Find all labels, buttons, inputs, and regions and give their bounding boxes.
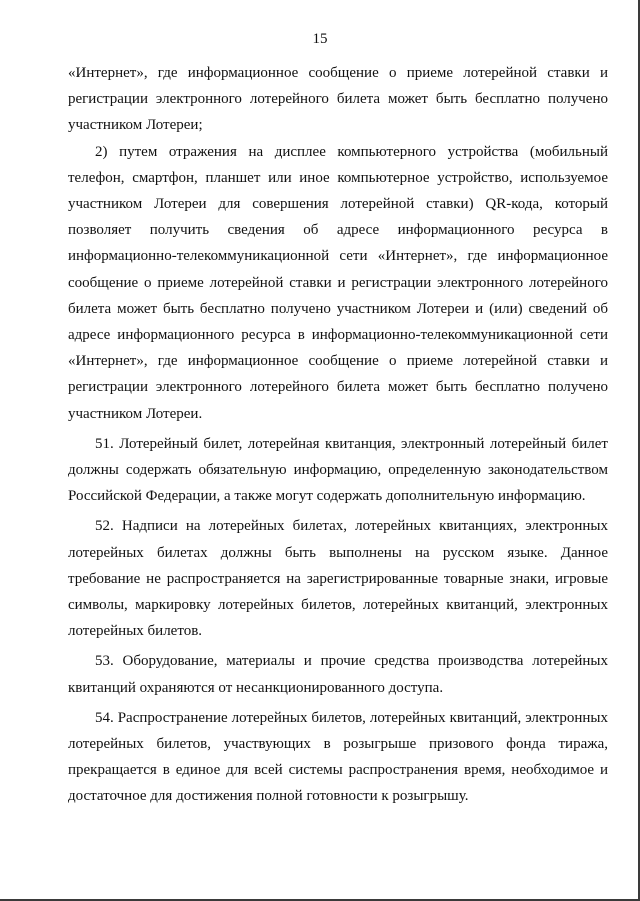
- document-body: [68, 60, 608, 810]
- page-number: 15: [312, 31, 328, 47]
- paragraph-item-2: 2) путем отражения на дисплее компьютерного устройства (мобильный телефон, смартфон, планшет или иное компьютерное устройство, используемое участником Лотереи для совершения лотерейной ставки) QR-кода, который позволяет получить сведения об адресе информационного ресурса в информационно-телекоммуникационной сети «Интернет», где информационное сообщение о приеме лотерейной ставки и регистрации электронного лотерейного билета может быть бесплатно получено участником Лотереи и (или) сведений об адресе информационного ресурса в информационно-телекоммуникационной сети «Интернет», где информационное сообщение о приеме лотерейной ставки и регистрации электронного лотерейного билета может быть бесплатно получено участником Лотереи.: [68, 143, 608, 422]
- paragraph-51: 51. Лотерейный билет, лотерейная квитанция, электронный лотерейный билет должны содержать обязательную информацию, определенную законодательством Российской Федерации, а также могут содержать дополнительную информацию.: [68, 435, 608, 505]
- paragraph-54: 54. Распространение лотерейных билетов, лотерейных квитанций, электронных лотерейных билетов, участвующих в розыгрыше призового фонда тиража, прекращается в единое для всей системы распространения время, необходимое и достаточное для достижения полной готовности к розыгрышу.: [68, 709, 608, 805]
- paragraph-continuation: «Интернет», где информационное сообщение о приеме лотерейной ставки и регистрации электронного лотерейного билета может быть бесплатно получено участником Лотереи;: [68, 65, 608, 134]
- paragraph-53: 53. Оборудование, материалы и прочие средства производства лотерейных квитанций охраняются от несанкционированного доступа.: [68, 653, 608, 696]
- paragraph-52: 52. Надписи на лотерейных билетах, лотерейных квитанциях, электронных лотерейных билетах должны быть выполнены на русском языке. Данное требование не распространяется на зарегистрированные товарные знаки, игровые символы, маркировку лотерейных билетов, лотерейных квитанций, электронных лотерейных билетов.: [68, 518, 608, 640]
